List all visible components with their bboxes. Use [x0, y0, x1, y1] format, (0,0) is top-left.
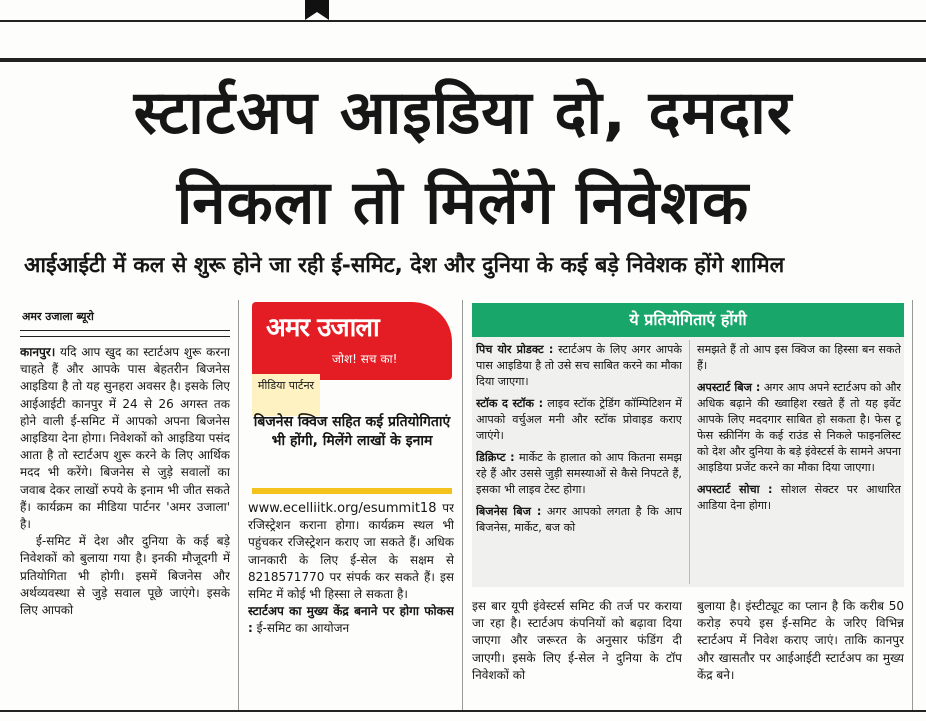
box-item-head: डिक्रिप्ट : — [476, 451, 515, 464]
column-2 — [248, 500, 454, 705]
box-item-head: स्टॉक द स्टॉक : — [476, 397, 544, 410]
top-rule — [0, 20, 926, 22]
logo-tagline: जोश! सच का! — [332, 352, 398, 366]
col2-para-1 — [248, 500, 454, 603]
right-edge-rule — [912, 300, 913, 710]
col1-para-2: ई-समिट में देश और दुनिया के कई बड़े निवेशकों को बुलाया गया है। इनकी मौजूदगी में प्रतियोगिता भी होगी। इसमें बिजनेस और अर्थव्यवस्था से जुड़े सवाल पूछे जाएंगे। इसके लिए आपको — [20, 534, 230, 618]
box-item-head: पिच योर प्रोडक्ट : — [476, 343, 554, 356]
ribbon-icon — [305, 0, 329, 20]
box-item-text: लाइव स्टॉक ट्रेडिंग कॉम्पिटिशन में आपको वर्चुअल मनी और स्टॉक प्रोवाइड कराए जाएंगे। — [476, 397, 682, 442]
column-4: बुलाया है। इंस्टीट्यूट का प्लान है कि करीब 50 करोड़ रुपये इस ई-समिट के जरिए विभिन्न स्टार्टअप में निवेश कराए जाएं। ताकि कानपुर और खासतौर पर आईआईटी स्टार्टअप का मुख्य केंद्र बने। — [697, 599, 904, 682]
subheadline: आईआईटी में कल से शुरू होने जा रही ई-समिट, देश और दुनिया के कई बड़े निवेशक होंगे शामिल — [24, 253, 785, 278]
col1-para-1 — [20, 344, 230, 533]
box-item-head: बिजनेस बिज : — [476, 505, 542, 518]
box-item-text: अगर आपको लगता है कि आप बिजनेस, मार्केट, बज को — [476, 505, 682, 534]
col2-subhead: स्टार्टअप का मुख्य केंद्र बनाने पर होगा फोकस : — [248, 604, 454, 636]
column-rule-2 — [462, 300, 463, 710]
box-item — [476, 450, 682, 498]
top-rule-thick — [0, 58, 926, 62]
box-left-column — [476, 342, 682, 584]
column-rule-1 — [238, 300, 239, 710]
headline-line-1: स्टार्टअप आइडिया दो, दमदार — [133, 78, 793, 148]
box-item — [697, 482, 901, 514]
box-right-column — [697, 342, 901, 584]
box-item — [476, 396, 682, 444]
byline: अमर उजाला ब्यूरो — [22, 310, 94, 323]
box-item-head: अपस्टार्ट सोचा : — [697, 483, 773, 496]
bottom-rule — [0, 710, 926, 712]
logo-title: अमर उजाला — [266, 313, 379, 343]
media-partner-badge: मीडिया पार्टनर — [252, 374, 320, 416]
dateline: कानपुर। — [20, 345, 56, 359]
box-item-head: अपस्टार्ट बिज : — [697, 381, 761, 394]
box-item — [697, 380, 901, 476]
col2-para-2 — [248, 603, 454, 637]
byline-rule-2 — [20, 336, 230, 337]
box-item — [476, 504, 682, 536]
box-item — [697, 342, 901, 374]
box-item-text: सोशल सेक्टर पर आधारित आडिया देना होगा। — [697, 483, 901, 512]
box-item-text: समझते हैं तो आप इस क्विज का हिस्सा बन सकते हैं। — [697, 343, 901, 372]
column-3: इस बार यूपी इंवेस्टर्स समिट की तर्ज पर कराया जा रहा है। स्टार्टअप कंपनियों को बढ़ावा दिया जाएगा और जरूरत के अनुसार फंडिंग दी जाएगी। इसके लिए ई-सेल ने दुनिया के टॉप निवेशकों को — [472, 599, 682, 682]
byline-rule — [20, 330, 230, 331]
col1-para-1-text: यदि आप खुद का स्टार्टअप शुरू करना चाहते हैं और आपके पास बेहतरीन बिजनेस आइडिया है तो यह सुनहरा अवसर है। इसके लिए आईआईटी कानपुर में 24 से 26 अगस्त तक होने वाली ई-समिट में आपको अपना बिजनेस आइडिया देना होगा। निवेशकों को आइडिया पसंद आता है तो स्टार्टअप शुरू करने के लिए आर्थिक मदद भी करेंगे। बिजनेस से जुड़े सवालों का जवाब देकर लाखों रुपये के इनाम भी जीत सकते हैं। कार्यक्रम का मीडिया पार्टनर 'अमर उजाला' है। — [20, 345, 230, 532]
box-item-text: स्टार्टअप के लिए अगर आपके पास आइडिया है तो उसे सच साबित करने का मौका दिया जाएगा। — [476, 343, 682, 388]
registration-url: www.ecelliitk.org/esummit18 — [248, 501, 437, 516]
box-item-text: मार्केट के हालात को आप कितना समझ रहे हैं और उससे जुड़ी समस्याओं से कैसे निपटते हैं, इसका भी लाइव टेस्ट होगा। — [476, 451, 682, 496]
amar-ujala-logo — [252, 302, 452, 380]
box-item-text: अगर आप अपने स्टार्टअप को और अधिक बढ़ाने की ख्वाहिश रखते हैं तो यह इवेंट आपके लिए मददगार साबित हो सकता है। फेस टू फेस स्क्रीनिंग के कई राउंड से निकले फाइनलिस्ट को देश और दुनिया के बड़े इंवेस्टर्स के सामने अपना आइडिया प्रजेंट करने का मौका दिया जाएगा। — [697, 381, 901, 474]
box-item — [476, 342, 682, 390]
box-title: ये प्रतियोगिताएं होंगी — [472, 303, 904, 337]
col2-para-1-text: पर रजिस्ट्रेशन कराना होगा। कार्यक्रम स्थल भी पहुंचकर रजिस्ट्रेशन कराए जा सकते हैं। अधिक जानकारी के लिए ई-सेल के सक्षम से 8218571770 पर संपर्क कर सकते हैं। इस समिट में कोई भी हिस्सा ले सकता है। — [248, 501, 454, 602]
quiz-caption: बिजनेस क्विज सहित कई प्रतियोगिताएं भी होंगी, मिलेंगे लाखों के इनाम — [253, 414, 451, 449]
column-1 — [20, 344, 230, 704]
box-divider — [689, 340, 690, 584]
headline-line-2: निकला तो मिलेंगे निवेशक — [176, 168, 750, 238]
col2-para-2-text: ई-समिट का आयोजन — [252, 621, 350, 636]
yellow-divider — [252, 488, 452, 494]
